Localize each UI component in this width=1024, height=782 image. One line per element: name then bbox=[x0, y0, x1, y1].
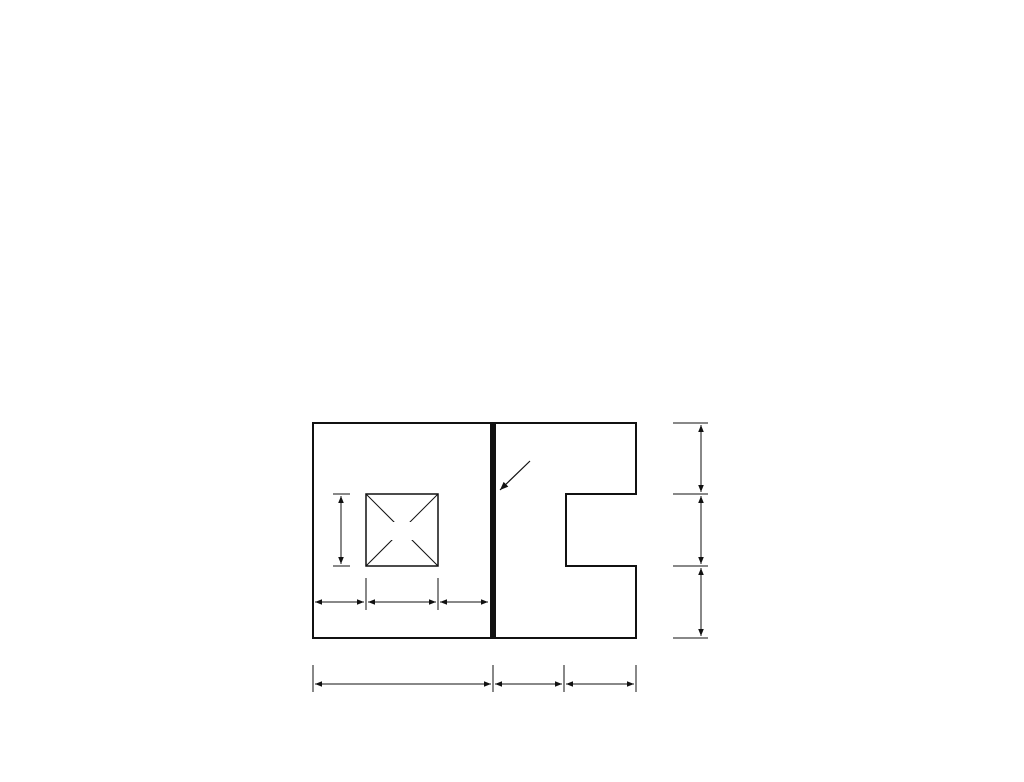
slab-outline bbox=[313, 423, 636, 638]
partition-wall bbox=[490, 423, 496, 638]
dim-label-bg bbox=[316, 522, 338, 536]
hole-label-bg bbox=[383, 522, 421, 540]
partition-leader bbox=[500, 461, 530, 490]
